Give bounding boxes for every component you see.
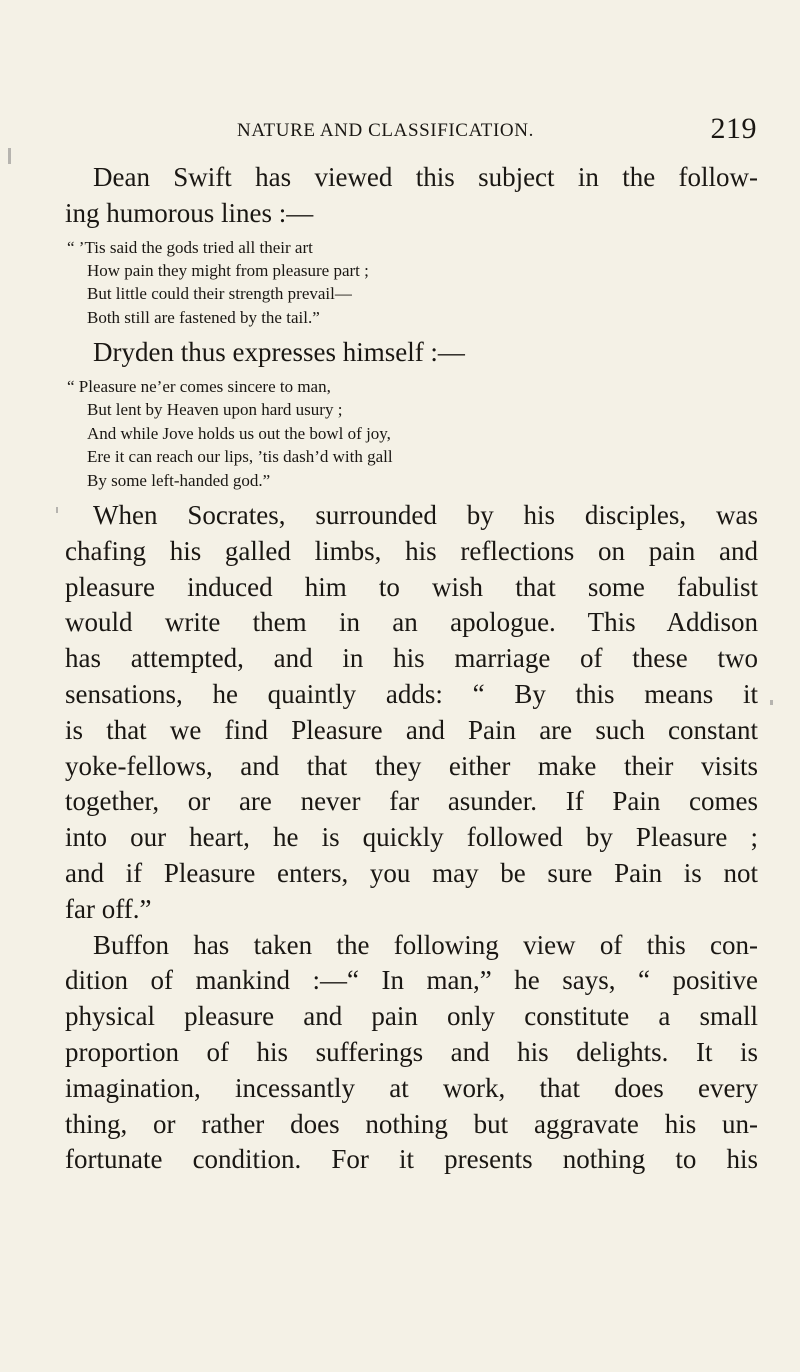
page-number: 219 [710,112,757,145]
text-line: chafing his galled limbs, his reflections on pain and [65,535,758,566]
paragraph-socrates [65,498,758,928]
text-line: physical pleasure and pain only constitute a small [65,1001,758,1032]
paragraph-dryden-intro [65,335,758,371]
scan-speck [770,700,773,705]
text-line: dition of mankind :—“ In man,” he says, “ positive [65,965,758,996]
text-line: fortunate condition. For it presents nothing to his [65,1144,758,1175]
text-line: Dryden thus expresses himself :— [93,337,465,368]
verse-line: Ere it can reach our lips, ’tis dash’d with gall [87,447,393,467]
text-line: Buffon has taken the following view of this con- [93,929,758,960]
verse-line: “ Pleasure ne’er comes sincere to man, [67,377,331,397]
page-body [65,160,758,1178]
text-line: sensations, he quaintly adds: “ By this means it [65,679,758,710]
text-line: and if Pleasure enters, you may be sure Pain is not [65,858,758,889]
verse-line: By some left-handed god.” [87,470,271,490]
scan-speck [8,148,11,164]
text-line: Dean Swift has viewed this subject in the follow- [93,162,758,192]
verse-line: And while Jove holds us out the bowl of joy, [87,423,391,443]
verse-line: “ ’Tis said the gods tried all their art [67,237,313,257]
text-line: far off.” [65,893,152,924]
verse-line: How pain they might from pleasure part ; [87,261,369,280]
page-header [237,112,757,148]
text-line: yoke-fellows, and that they either make their visits [65,750,758,781]
paragraph-swift-intro [65,160,758,232]
text-line: has attempted, and in his marriage of these two [65,643,758,674]
verse-line: But little could their strength prevail— [87,284,352,304]
text-line: pleasure induced him to wish that some fabulist [65,571,758,602]
text-line: proportion of his sufferings and his delights. It is [65,1037,758,1067]
text-line: imagination, incessantly at work, that does every [65,1072,758,1103]
scan-speck [56,507,58,513]
running-title: NATURE AND CLASSIFICATION. [237,120,534,141]
paragraph-buffon [65,928,758,1179]
verse-line: Both still are fastened by the tail.” [87,307,320,327]
text-line: together, or are never far asunder. If Pain comes [65,786,758,817]
text-line: is that we find Pleasure and Pain are such constant [65,714,758,745]
text-line: thing, or rather does nothing but aggravate his un- [65,1108,758,1139]
text-line: would write them in an apologue. This Addison [65,607,758,638]
poem-swift [65,236,758,330]
text-line: When Socrates, surrounded by his disciples, was [93,500,758,531]
text-line: into our heart, he is quickly followed by Pleasure ; [65,822,758,853]
poem-dryden [65,375,758,492]
verse-line: But lent by Heaven upon hard usury ; [87,400,343,420]
text-line: ing humorous lines :— [65,197,314,228]
